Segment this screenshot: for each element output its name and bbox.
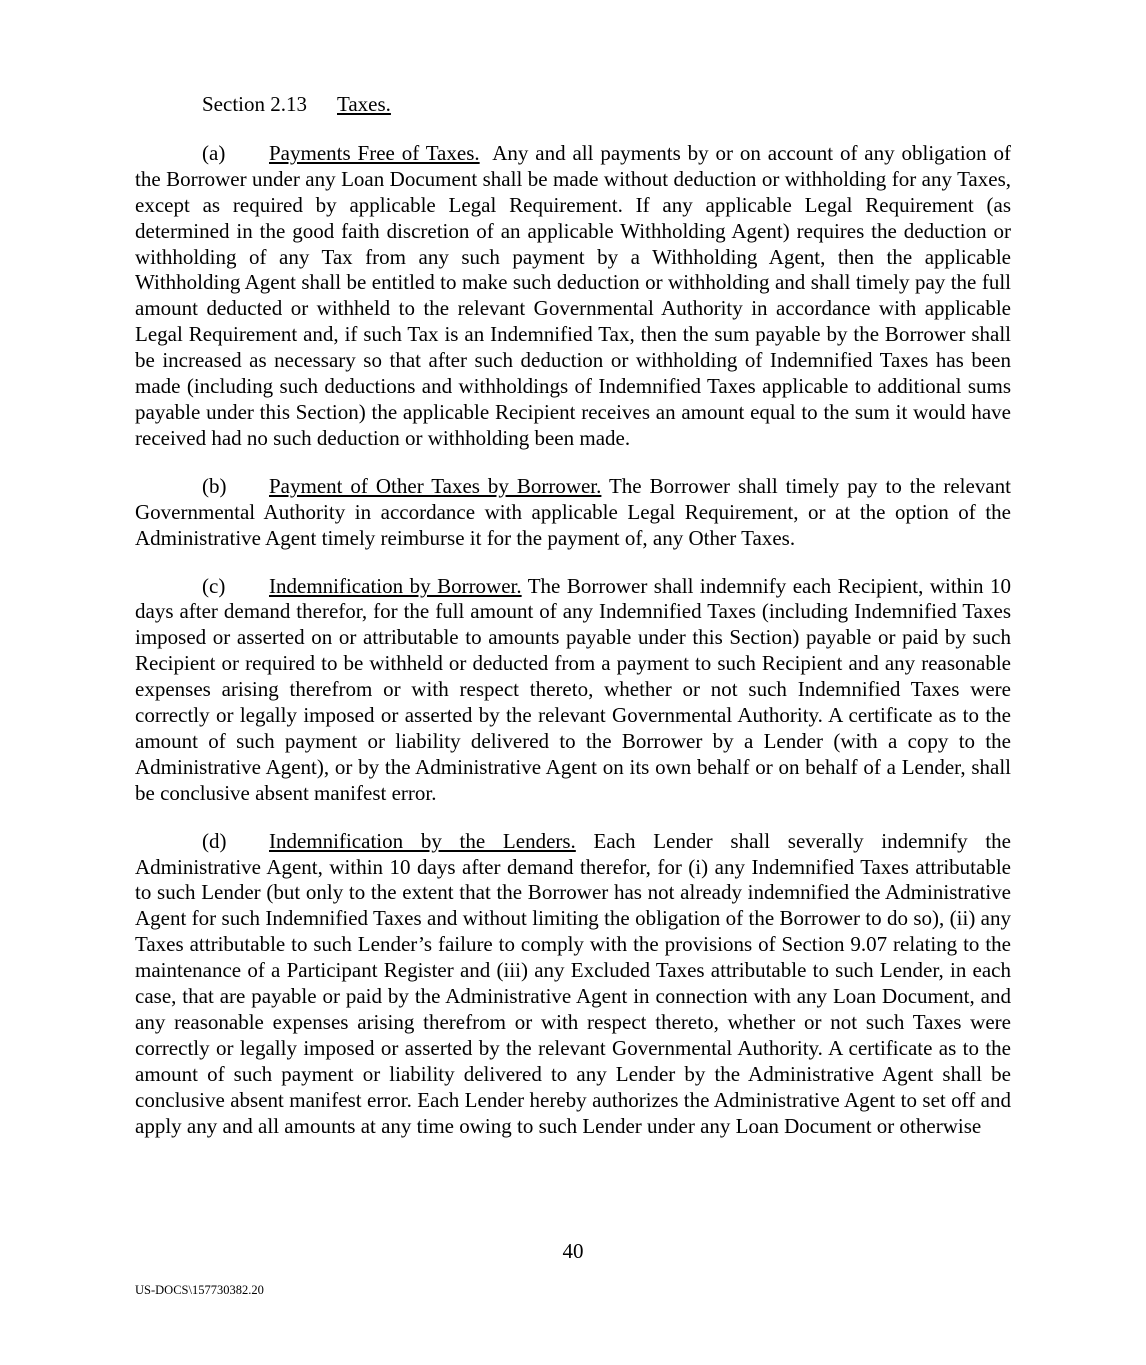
paragraph-text: Any and all payments by or on account of any obligation of the Borrower under any Loan Document shall be made without deduction or withholding for any Taxes, except as required by applicable Legal Requirement. If any applicable Legal Requirement (as determined in the good faith discretion of an applicable Withholding Agent) requires the deduction or withholding of any Tax from any such payment by a Withholding Agent, then the applicable Withholding Agent shall be entitled to make such deduction or withholding and shall timely pay the full amount deducted or withheld to the relevant Governmental Authority in accordance with applicable Legal Requirement and, if such Tax is an Indemnified Tax, then the sum payable by the Borrower shall be increased as necessary so that after such deduction or withholding of Indemnified Taxes has been made (including such deductions and withholdings of Indemnified Taxes applicable to additional sums payable under this Section) the applicable Recipient receives an amount equal to the sum it would have received had no such deduction or withholding been made. bbox=[135, 140, 1012, 450]
paragraph-title: Indemnification by Borrower. bbox=[269, 573, 522, 598]
document-body bbox=[135, 92, 1011, 1162]
paragraph-label: (c) bbox=[202, 573, 226, 598]
paragraph-label: (d) bbox=[202, 828, 227, 853]
paragraph-d bbox=[135, 829, 1011, 1140]
paragraph-title: Indemnification by the Lenders. bbox=[269, 828, 576, 853]
paragraph-title: Payments Free of Taxes. bbox=[269, 140, 480, 165]
paragraph-text: The Borrower shall timely pay to the relevant Governmental Authority in accordance with applicable Legal Requirement, or at the option of the Administrative Agent timely reimburse it for the payment of, any Other Taxes. bbox=[135, 473, 1011, 550]
paragraph-label: (b) bbox=[202, 473, 227, 498]
paragraph-c bbox=[135, 574, 1011, 807]
section-title: Taxes. bbox=[337, 92, 391, 116]
section-heading bbox=[135, 92, 1011, 118]
paragraph-text: Each Lender shall severally indemnify the Administrative Agent, within 10 days after demand therefor, for (i) any Indemnified Taxes attributable to such Lender (but only to the extent that the Borrower has not already indemnified the Administrative Agent for such Indemnified Taxes and without limiting the obligation of the Borrower to do so), (ii) any Taxes attributable to such Lender’s failure to comply with the provisions of Section 9.07 relating to the maintenance of a Participant Register and (iii) any Excluded Taxes attributable to such Lender, in each case, that are payable or paid by the Administrative Agent in connection with any Loan Document, and any reasonable expenses arising therefrom or with respect thereto, whether or not such Taxes were correctly or legally imposed or asserted by the relevant Governmental Authority. A certificate as to the amount of such payment or liability delivered to any Lender by the Administrative Agent shall be conclusive absent manifest error. Each Lender hereby authorizes the Administrative Agent to set off and apply any and all amounts at any time owing to such Lender under any Loan Document or otherwise bbox=[135, 828, 1011, 1138]
paragraph-label: (a) bbox=[202, 140, 226, 165]
section-number: Section 2.13 bbox=[202, 92, 307, 116]
paragraph-a bbox=[135, 141, 1011, 452]
paragraph-text: The Borrower shall indemnify each Recipient, within 10 days after demand therefor, for the full amount of any Indemnified Taxes (including Indemnified Taxes imposed or asserted on or attributable to amounts payable under this Section) payable or paid by such Recipient or required to be withheld or deducted from a payment to such Recipient and any reasonable expenses arising therefrom or with respect thereto, whether or not such Indemnified Taxes were correctly or legally imposed or asserted by the relevant Governmental Authority. A certificate as to the amount of such payment or liability delivered to the Borrower by a Lender (with a copy to the Administrative Agent), or by the Administrative Agent on its own behalf or on behalf of a Lender, shall be conclusive absent manifest error. bbox=[135, 573, 1011, 805]
paragraph-title: Payment of Other Taxes by Borrower. bbox=[269, 473, 602, 498]
page-number: 40 bbox=[562, 1239, 584, 1263]
document-id: US-DOCS\157730382.20 bbox=[135, 1283, 264, 1297]
paragraph-b bbox=[135, 474, 1011, 552]
